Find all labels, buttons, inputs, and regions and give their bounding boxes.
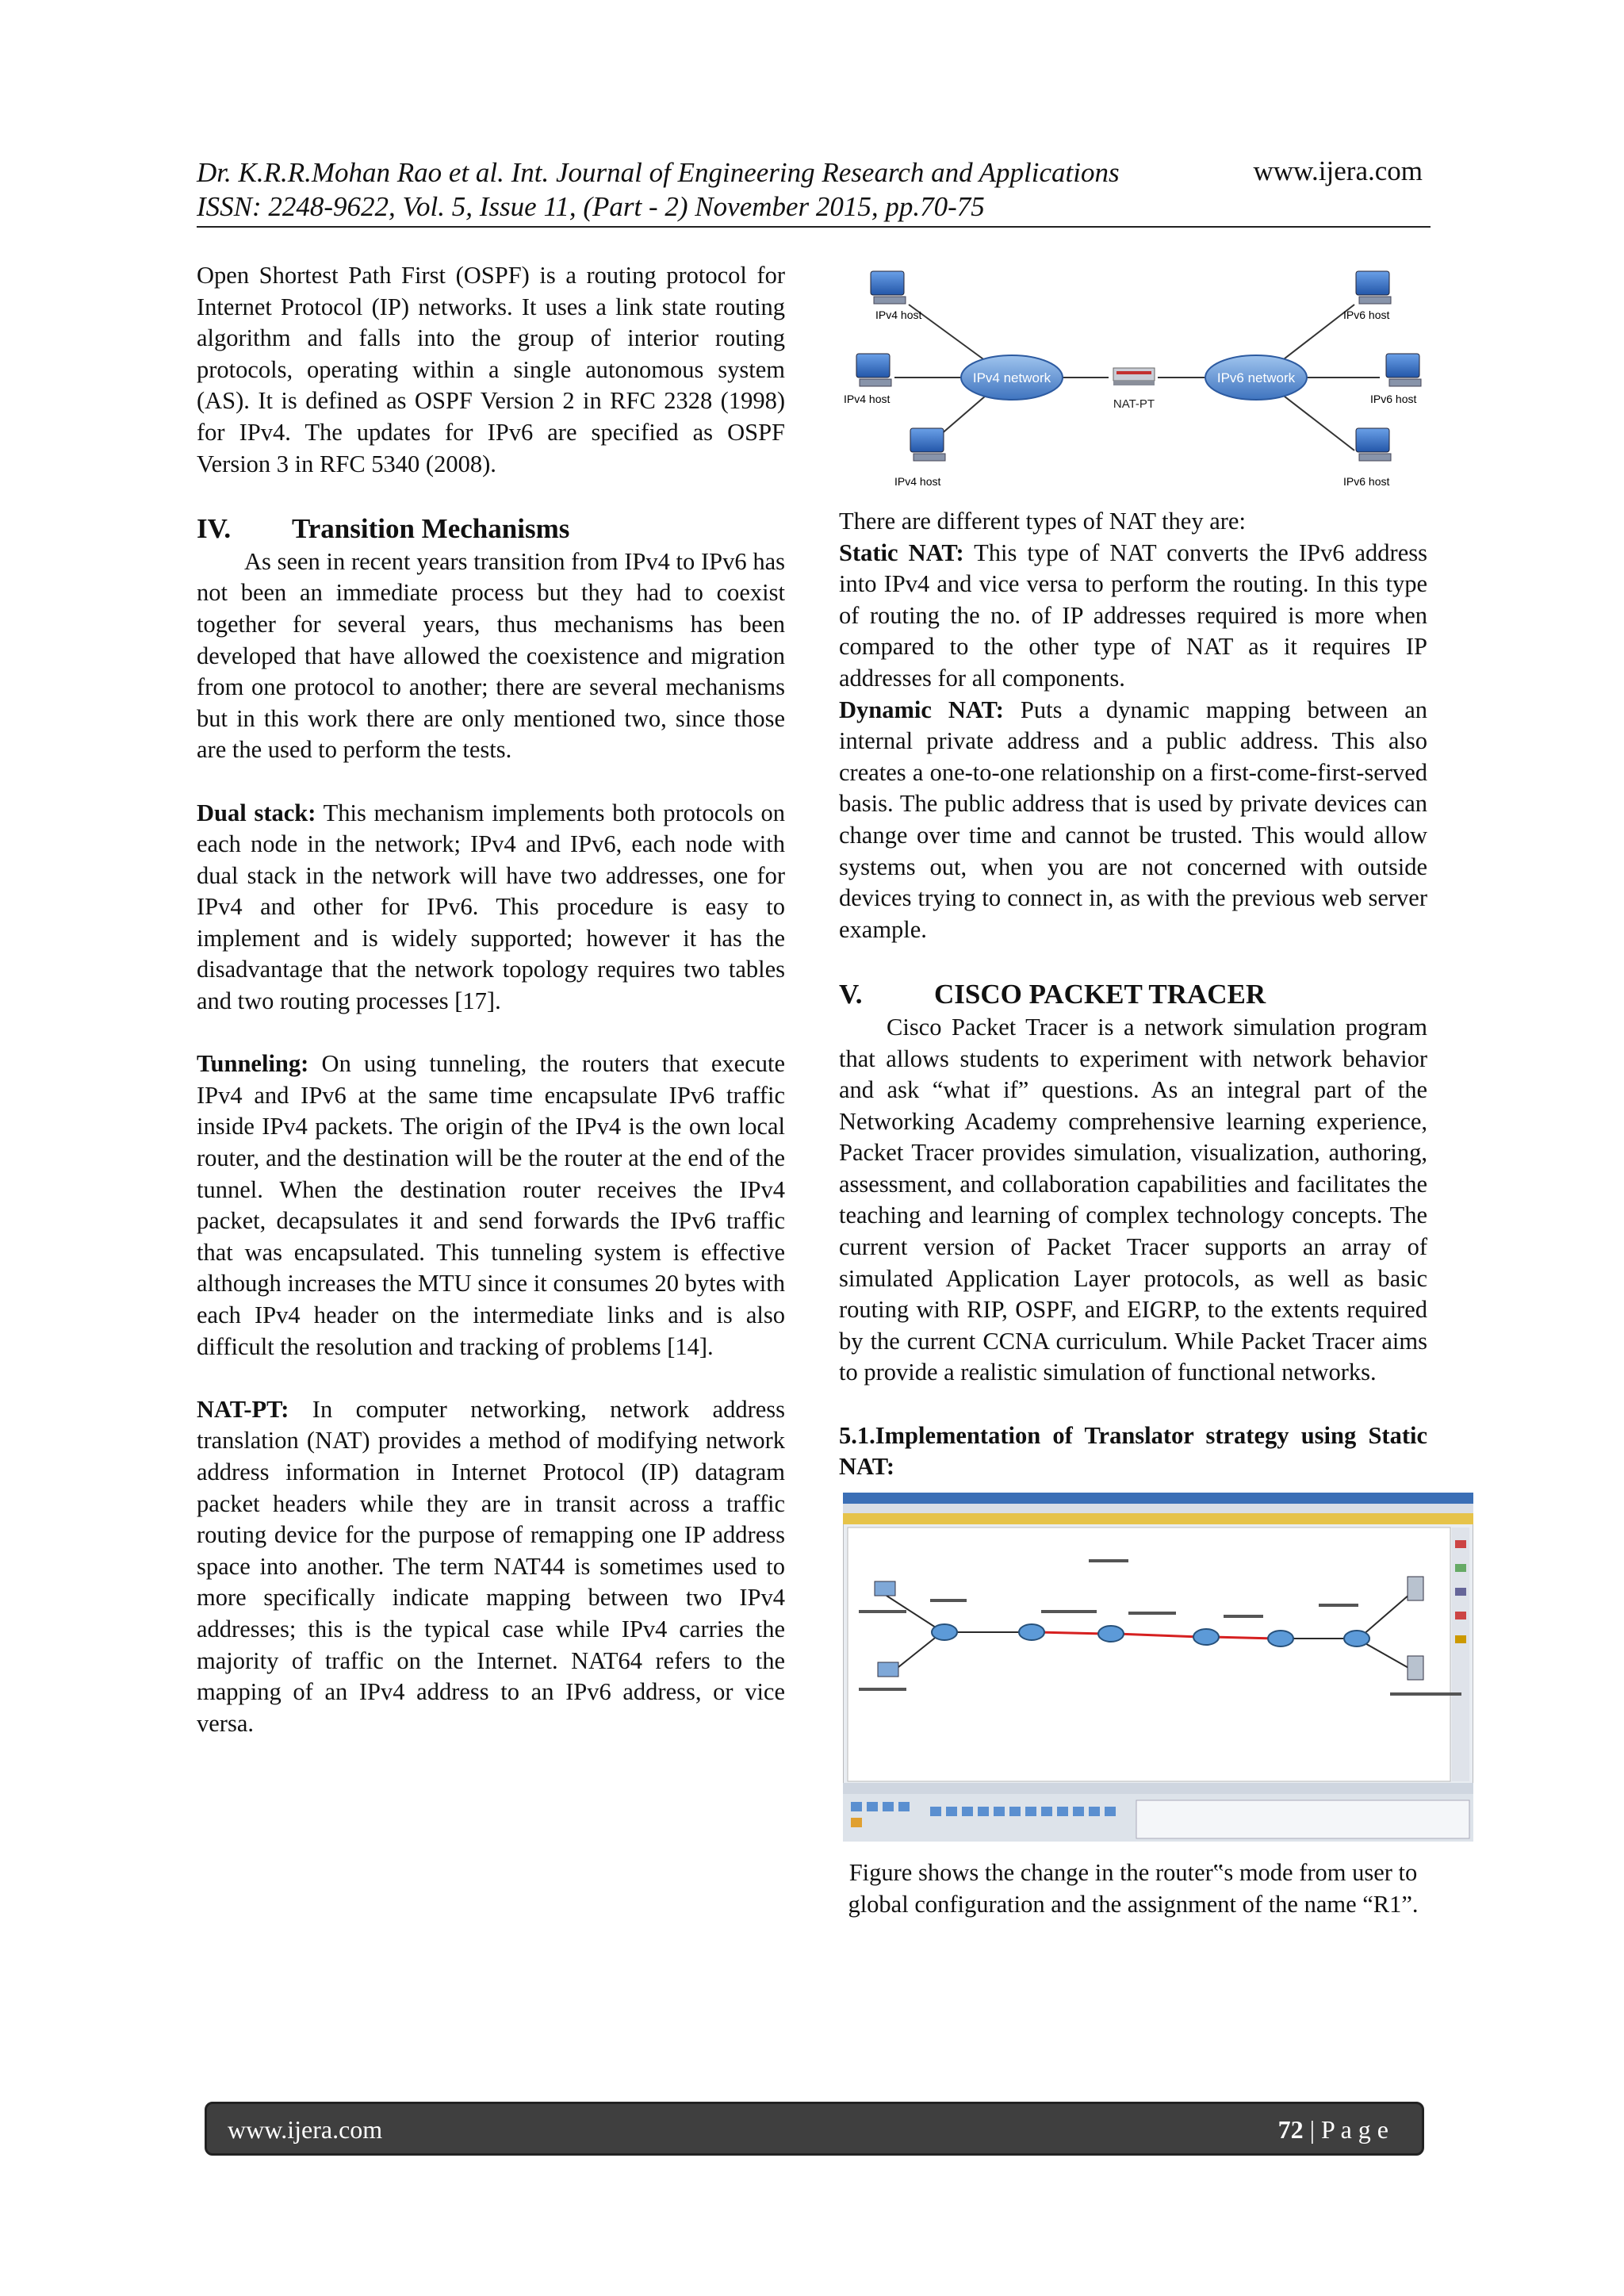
subsection-5-1-heading: 5.1.Implementation of Translator strategy using Static NAT:: [839, 1421, 1427, 1481]
computer-icon: [1356, 428, 1391, 461]
ospf-paragraph: Open Shortest Path First (OSPF) is a routing protocol for Internet Protocol (IP) networks. It uses a link state routing algorithm and falls into the group of interior routing protocols, operating within a single autonomous system (AS). It is defined as OSPF Version 2 in RFC 2328 (1998) for IPv4. The updates for IPv6 are specified as OSPF Version 3 in RFC 5340 (2008).: [197, 262, 785, 477]
nat-pt-router-icon: [1113, 368, 1155, 411]
nat-pt-label: NAT-PT: [1113, 397, 1155, 411]
static-nat-label: Static NAT:: [839, 539, 964, 566]
status-bar: [843, 1783, 1473, 1794]
section-v-number: V.: [839, 978, 863, 1010]
ipv6-host-top: [1343, 271, 1391, 321]
dynamic-nat-text: Puts a dynamic mapping between an internal private address and a public address. This also creates a one-to-one relationship on a first-come-first-served basis. The public address that is used by private devices can change over time and cannot be trusted. This would allow systems out, when you are not concerned with outside devices trying to connect in, as with the previous web server example.: [839, 696, 1427, 943]
dynamic-nat-paragraph: [839, 695, 1427, 946]
section-iv-title: Transition Mechanisms: [292, 512, 570, 544]
page-label: | P a g e: [1303, 2115, 1388, 2144]
footer-website: www.ijera.com: [228, 2115, 383, 2144]
packet-tracer-screenshot: [843, 1493, 1473, 1842]
menu-bar: [843, 1504, 1473, 1513]
dynamic-nat-label: Dynamic NAT:: [839, 696, 1004, 723]
section-v-heading: [839, 977, 1427, 1012]
dual-stack-label: Dual stack:: [197, 799, 316, 826]
issn-line: ISSN: 2248-9622, Vol. 5, Issue 11, (Part - 2) November 2015, pp.70-75: [197, 191, 985, 222]
window-titlebar: [843, 1493, 1473, 1504]
nat-types-intro: There are different types of NAT they are:: [839, 508, 1246, 535]
event-list-panel: [1136, 1800, 1469, 1838]
computer-icon: [910, 428, 945, 461]
ipv4-host-top: [871, 271, 921, 321]
ipv6-network-label: IPv6 network: [1216, 370, 1296, 385]
nat-pt-label: NAT-PT:: [197, 1395, 289, 1423]
ipv6-network-cloud: [1205, 355, 1307, 400]
section-iv-heading: [197, 512, 785, 546]
nat-pt-text: In computer networking, network address translation (NAT) provides a method of modifying network address information in Internet Protocol (IP) datagram packet headers while they are in transit across a traffic routing device for the purpose of remapping one IP address space into another. The term NAT44 is sometimes used to more specifically indicate mapping between two IPv4 addresses; this is the typical case while IPv4 carries the majority of traffic on the Internet. NAT64 refers to the mapping of an IPv4 address to an IPv6 address, or vice versa.: [197, 1395, 785, 1737]
computer-icon: [871, 271, 906, 304]
page-number: 72: [1277, 2115, 1304, 2144]
host-label: IPv6 host: [1370, 393, 1417, 405]
ipv6-host-bottom: [1343, 428, 1391, 488]
tunneling-text: On using tunneling, the routers that execute IPv4 and IPv6 at the same time encapsulate IPv6 traffic inside IPv4 packets. The origin of the IPv4 is the own local router, and the destination will be the router at the end of the tunnel. When the destination router receives the IPv4 packet, decapsulates it and send forwards the IPv6 traffic that was encapsulated. This tunneling system is effective although increases the MTU since it consumes 20 bytes with each IPv4 header on the intermediate links and is also difficult the resolution and tracking of problems [14].: [197, 1050, 785, 1360]
nat-pt-topology-figure: [839, 260, 1427, 498]
host-label: IPv6 host: [1343, 475, 1390, 488]
figure-caption: Figure shows the change in the router‟s mode from user to global configuration and the assignment of the name “R1”.: [848, 1859, 1419, 1918]
section-v-title: CISCO PACKET TRACER: [934, 978, 1266, 1010]
journal-website: www.ijera.com: [1253, 155, 1423, 186]
host-label: IPv6 host: [1343, 309, 1390, 321]
cisco-paragraph: Cisco Packet Tracer is a network simulation program that allows students to experiment with network behavior and ask “what if” questions. As an integral part of the Networking Academy comprehensive learning experience, Packet Tracer provides simulation, visualization, authoring, assessment, and collaboration capabilities and facilitates the teaching and learning of complex technology concepts. The current version of Packet Tracer supports an array of simulated Application Layer protocols, as well as basic routing with RIP, OSPF, and EIGRP, to the extents required by the current CCNA curriculum. While Packet Tracer aims to provide a realistic simulation of functional networks.: [839, 1013, 1427, 1386]
dual-stack-text: This mechanism implements both protocols on each node in the network; IPv4 and IPv6, each node with dual stack in the network will have two addresses, one for IPv4 and other for IPv6. This procedure is easy to implement and is widely supported; however it has the disadvantage that the network topology requires two tables and two routing processes [17].: [197, 799, 785, 1015]
computer-icon: [1356, 271, 1391, 304]
host-label: IPv4 host: [894, 475, 941, 488]
ipv4-network-label: IPv4 network: [972, 370, 1051, 385]
tunneling-label: Tunneling:: [197, 1050, 309, 1078]
tunneling-paragraph: [197, 1048, 785, 1363]
header-rule: [197, 226, 1431, 228]
section-iv-number: IV.: [197, 512, 232, 544]
toolbar: [843, 1513, 1473, 1524]
static-nat-paragraph: [839, 538, 1427, 695]
computer-icon: [856, 354, 891, 386]
workspace-canvas: [848, 1527, 1450, 1781]
journal-citation: Dr. K.R.R.Mohan Rao et al. Int. Journal of Engineering Research and Applications: [197, 157, 1120, 188]
ipv4-host-bottom: [894, 428, 945, 488]
ipv4-network-cloud: [961, 355, 1063, 400]
static-nat-text: This type of NAT converts the IPv6 address into IPv4 and vice versa to perform the routing. In this type of routing the no. of IP addresses required is more when compared to the other type of NAT as it requires IP addresses for all components.: [839, 539, 1427, 692]
right-column: [839, 260, 1427, 1921]
host-label: IPv4 host: [844, 393, 891, 405]
ipv4-host-middle: [844, 354, 891, 405]
footer-page: [1278, 2115, 1388, 2145]
transition-paragraph: As seen in recent years transition from IPv4 to IPv6 has not been an immediate process but they had to coexist together for several years, thus mechanisms has been developed that have allowed the coexistence and migration from one protocol to another; there are several mechanisms but in this work there are only mentioned two, since those are the used to perform the tests.: [197, 547, 785, 764]
host-label: IPv4 host: [875, 309, 922, 321]
dual-stack-paragraph: [197, 798, 785, 1018]
page-footer: [205, 2102, 1424, 2156]
left-column: [197, 260, 785, 1739]
nat-pt-paragraph: [197, 1394, 785, 1740]
computer-icon: [1386, 354, 1421, 386]
ipv6-host-middle: [1370, 354, 1421, 405]
page-header: [197, 155, 1431, 224]
